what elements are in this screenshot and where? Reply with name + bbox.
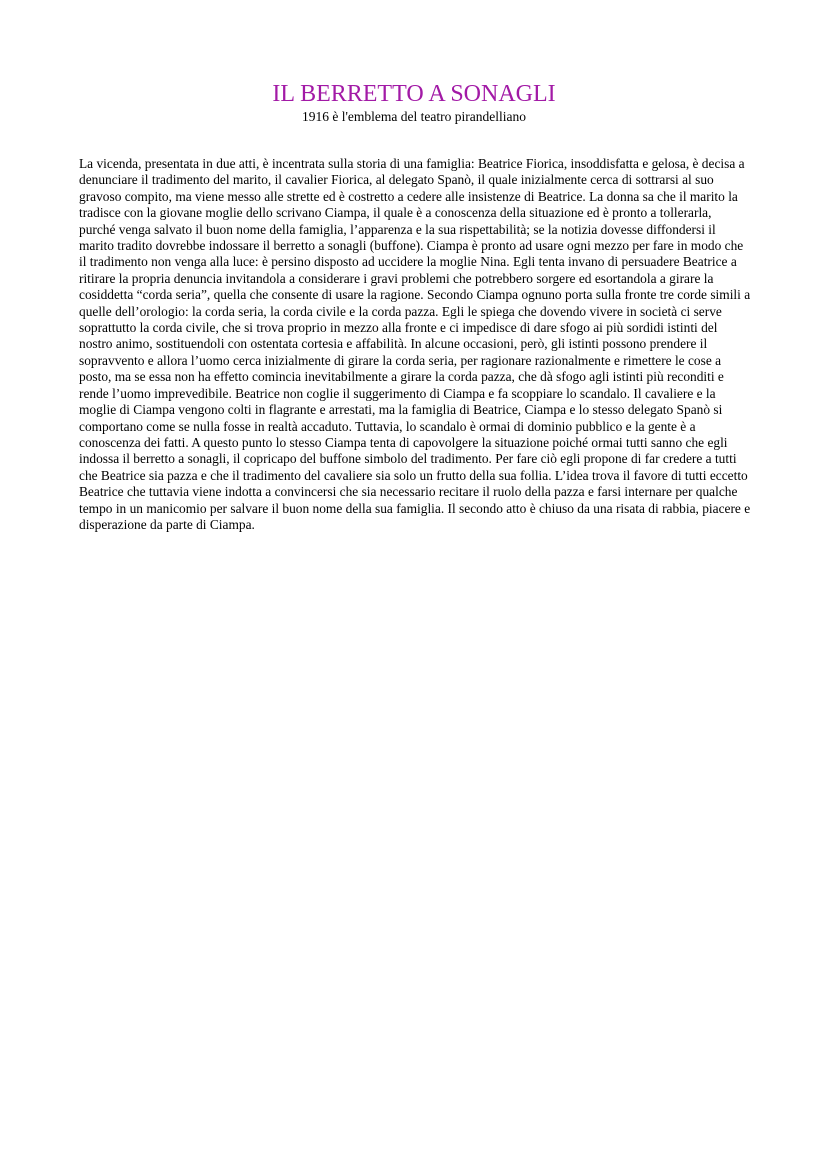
page-subtitle: 1916 è l'emblema del teatro pirandelliano [302,109,526,124]
page-title: IL BERRETTO A SONAGLI [272,81,556,107]
body-paragraph: La vicenda, presentata in due atti, è incentrata sulla storia di una famiglia: Beatrice Fiorica, insoddisfatta e gelosa, è decisa a denunciare il tradimento del marito, il cavalier Fiorica, al delegato Spanò, il quale inizialmente cerca di sottrarsi al suo gravoso compito, ma viene messo alle strette ed è costretto a cedere alle insistenze di Beatrice. La donna sa che il marito la tradisce con la giovane moglie dello scrivano Ciampa, il quale è a conoscenza della situazione ed è pronto a tollerarla, purché venga salvato il buon nome della famiglia, l’apparenza e la sua rispettabilità; se la notizia dovesse diffondersi il marito tradito dovrebbe indossare il berretto a sonagli (buffone). Ciampa è pronto ad usare ogni mezzo per fare in modo che il tradimento non venga alla luce: è persino disposto ad uccidere la moglie Nina. Egli tenta invano di persuadere Beatrice a ritirare la propria denuncia invitandola a considerare i gravi problemi che potrebbero sorgere ed esortandola a girare la cosiddetta “corda seria”, quella che consente di usare la ragione. Secondo Ciampa ognuno porta sulla fronte tre corde simili a quelle dell’orologio: la corda seria, la corda civile e la corda pazza. Egli le spiega che dovendo vivere in società ci serve soprattutto la corda civile, che si trova proprio in mezzo alla fronte e ci impedisce di dare sfogo ai più sordidi istinti del nostro animo, sostituendoli con ostentata cortesia e affabilità. In alcune occasioni, però, gli istinti possono prendere il sopravvento e allora l’uomo cerca inizialmente di girare la corda seria, per ragionare razionalmente e rimettere le cose a posto, ma se essa non ha effetto comincia inevitabilmente a girare la corda pazza, che dà sfogo agli istinti più reconditi e rende l’uomo imprevedibile. Beatrice non coglie il suggerimento di Ciampa e fa scoppiare lo scandalo. Il cavaliere e la moglie di Ciampa vengono colti in flagrante e arrestati, ma la famiglia di Beatrice, Ciampa e lo stesso delegato Spanò si comportano come se nulla fosse in realtà accaduto. Tuttavia, lo scandalo è ormai di dominio pubblico e la gente è a conoscenza dei fatti. A questo punto lo stesso Ciampa tenta di capovolgere la situazione poiché ormai tutti sanno che egli indossa il berretto a sonagli, il copricapo del buffone simbolo del tradimento. Per fare ciò egli propone di far credere a tutti che Beatrice sia pazza e che il tradimento del cavaliere sia solo un frutto della sua follia. L’idea trova il favore di tutti eccetto Beatrice che tuttavia viene indotta a convincersi che sia necessario recitare il ruolo della pazza e farsi internare per qualche tempo in un manicomio per salvare il buon nome della sua famiglia. Il secondo atto è chiuso da una risata di rabbia, piacere e disperazione da parte di Ciampa. [79,156,751,532]
